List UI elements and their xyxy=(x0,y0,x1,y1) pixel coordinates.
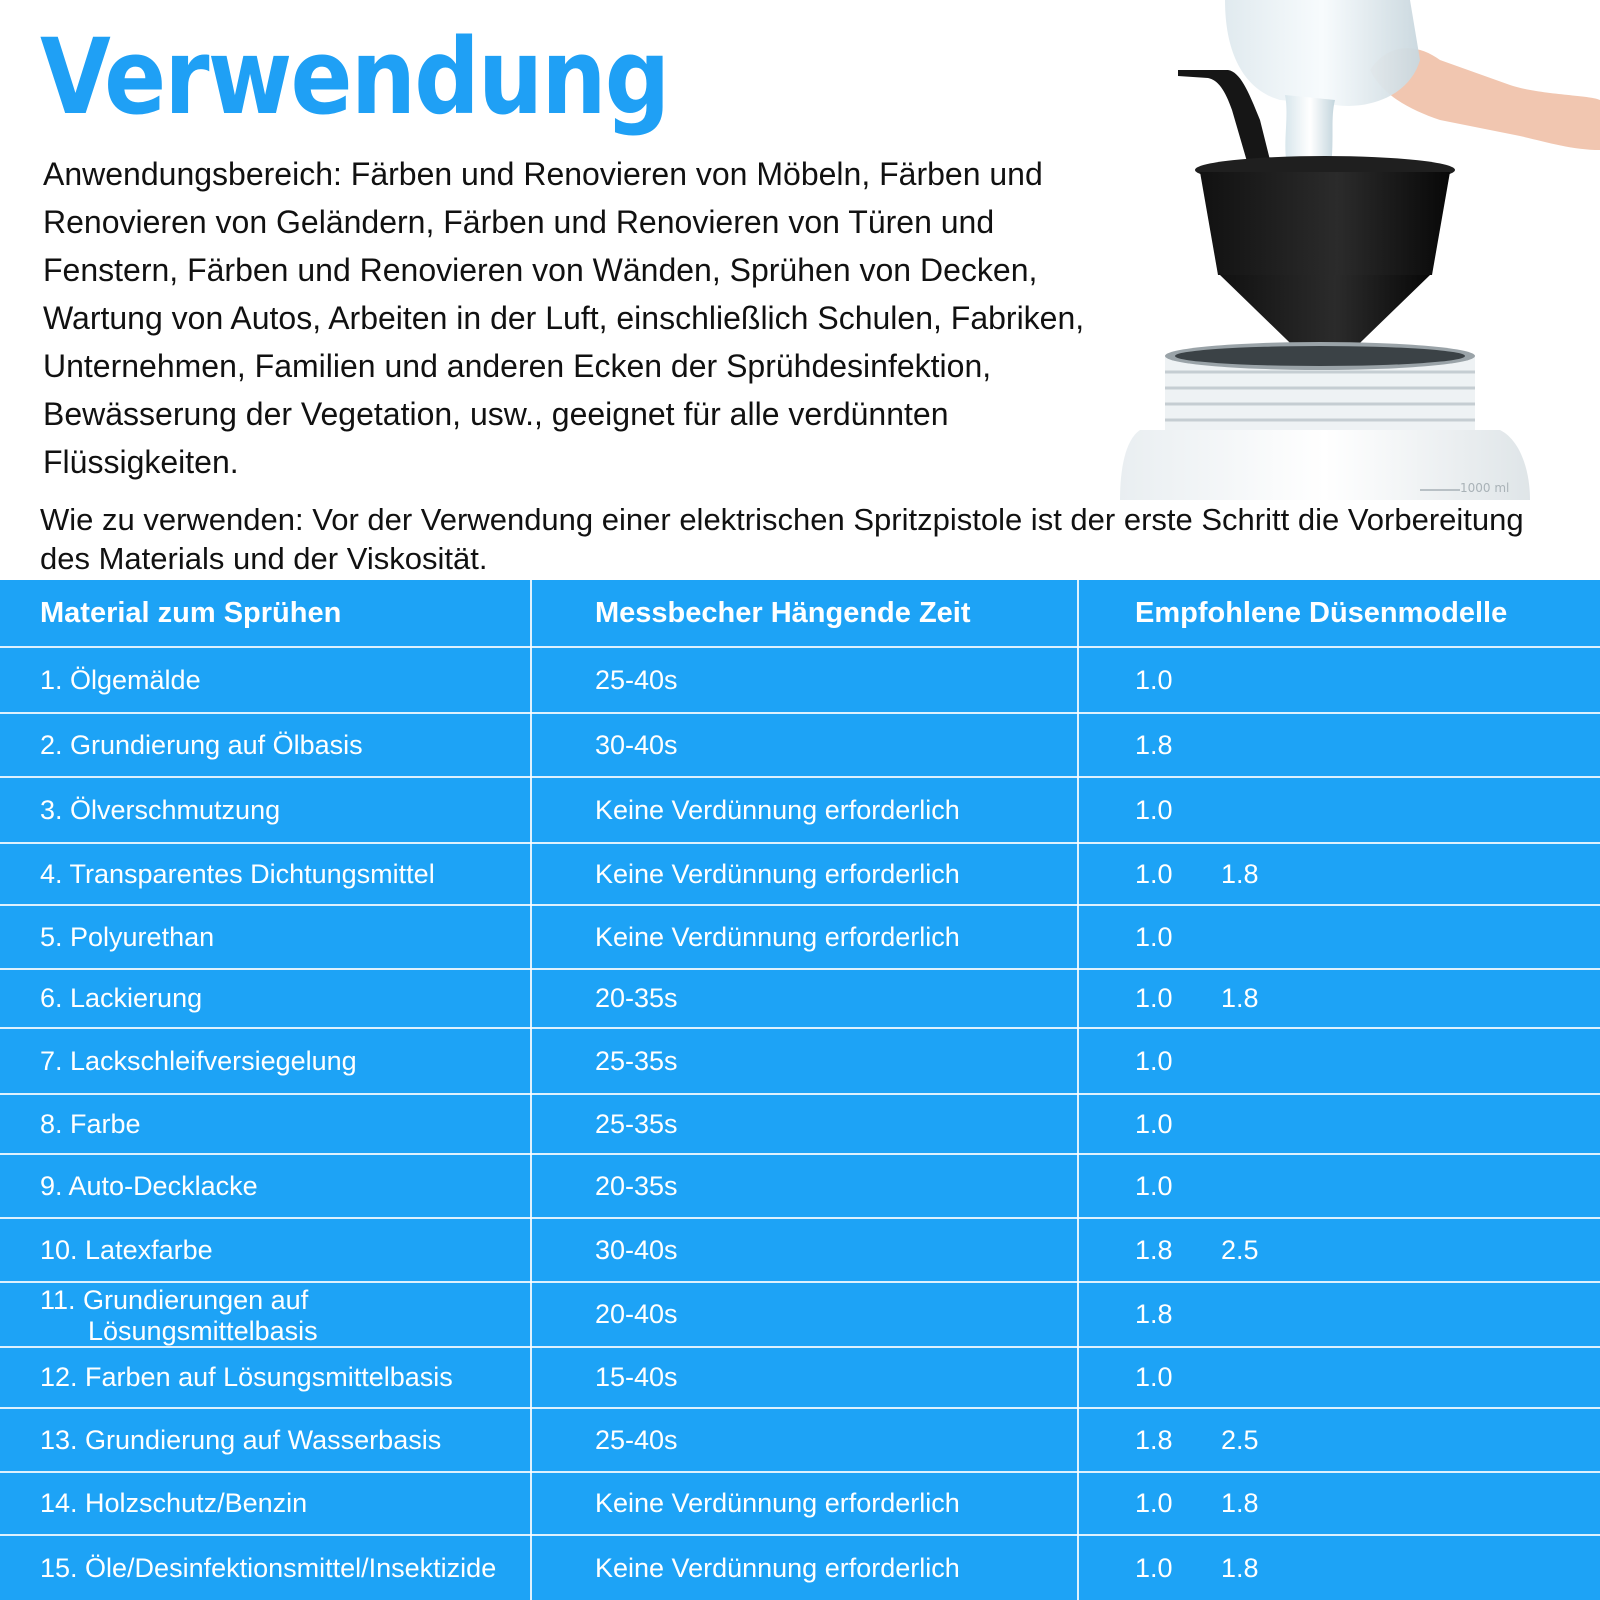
nozzle-cell xyxy=(1078,778,1600,842)
table-row xyxy=(0,1155,1600,1219)
table-row xyxy=(0,970,1600,1029)
nozzle-value: 1.0 xyxy=(1135,921,1173,952)
table-row xyxy=(0,1095,1600,1155)
nozzle-cell xyxy=(1078,1029,1600,1093)
time-cell: Keine Verdünnung erforderlich xyxy=(595,921,960,952)
time-cell: Keine Verdünnung erforderlich xyxy=(595,794,960,825)
material-cell: 3. Ölverschmutzung xyxy=(40,794,281,825)
nozzle-cell xyxy=(1078,1348,1600,1407)
nozzle-value: 1.0 xyxy=(1135,794,1173,825)
howto-paragraph: Wie zu verwenden: Vor der Verwendung einer elektrischen Spritzpistole ist der erste Schritt die Vorbereitung des Materials und der Viskosität. xyxy=(40,502,1524,576)
material-cell: 4. Transparentes Dichtungsmittel xyxy=(40,858,435,889)
recommendation-table xyxy=(0,580,1600,1600)
material-cell: 1. Ölgemälde xyxy=(40,664,201,695)
material-cell xyxy=(0,1283,531,1346)
table-row xyxy=(0,906,1600,970)
nozzle-value: 2.5 xyxy=(1221,1424,1259,1455)
page-title: Verwendung xyxy=(40,16,669,138)
nozzle-value: 1.0 xyxy=(1135,858,1173,889)
material-cell: 2. Grundierung auf Ölbasis xyxy=(40,729,363,760)
material-cell: 7. Lackschleifversiegelung xyxy=(40,1045,357,1076)
time-cell: Keine Verdünnung erforderlich xyxy=(595,858,960,889)
nozzle-value: 1.8 xyxy=(1221,983,1259,1013)
nozzle-value: 1.8 xyxy=(1135,1299,1173,1329)
table-row xyxy=(0,1473,1600,1536)
nozzle-value: 1.0 xyxy=(1135,664,1173,695)
nozzle-value: 1.0 xyxy=(1135,1170,1173,1201)
nozzle-cell xyxy=(1078,1283,1600,1346)
nozzle-value: 1.0 xyxy=(1135,1108,1173,1139)
nozzle-value: 1.8 xyxy=(1135,1424,1173,1455)
time-cell: 20-40s xyxy=(595,1299,678,1329)
nozzle-cell xyxy=(1078,906,1600,968)
time-cell: 15-40s xyxy=(595,1362,678,1392)
time-cell: 30-40s xyxy=(595,729,678,760)
table-row xyxy=(0,1536,1600,1600)
material-cell: 14. Holzschutz/Benzin xyxy=(40,1488,308,1518)
beaker-marking: 1000 ml xyxy=(1460,481,1510,495)
nozzle-cell xyxy=(1078,970,1600,1027)
material-line: Lösungsmittelbasis xyxy=(88,1315,318,1346)
nozzle-cell xyxy=(1078,714,1600,776)
table-row xyxy=(0,1029,1600,1095)
nozzle-value: 1.8 xyxy=(1135,1234,1173,1265)
nozzle-cell xyxy=(1078,1095,1600,1153)
time-cell: 25-35s xyxy=(595,1045,678,1076)
nozzle-cell xyxy=(1078,1473,1600,1534)
material-cell: 6. Lackierung xyxy=(40,983,203,1013)
table-row xyxy=(0,1219,1600,1283)
table-row xyxy=(0,1409,1600,1473)
nozzle-cell xyxy=(1078,648,1600,712)
table-row xyxy=(0,844,1600,906)
header-time: Messbecher Hängende Zeit xyxy=(595,596,971,629)
table-row xyxy=(0,778,1600,844)
nozzle-value: 2.5 xyxy=(1221,1234,1259,1265)
nozzle-cell xyxy=(1078,844,1600,904)
time-cell: 25-35s xyxy=(595,1108,678,1139)
nozzle-cell xyxy=(1078,1536,1600,1600)
material-cell: 13. Grundierung auf Wasserbasis xyxy=(40,1424,442,1455)
nozzle-cell xyxy=(1078,1155,1600,1217)
material-cell: 5. Polyurethan xyxy=(40,921,215,952)
time-cell: 30-40s xyxy=(595,1234,678,1265)
time-cell: Keine Verdünnung erforderlich xyxy=(595,1552,960,1583)
nozzle-cell xyxy=(1078,1219,1600,1281)
table-row xyxy=(0,1283,1600,1348)
nozzle-value: 1.0 xyxy=(1135,1488,1173,1518)
time-cell: 25-40s xyxy=(595,1424,678,1455)
table-header-row xyxy=(0,580,1600,648)
material-cell: 9. Auto-Decklacke xyxy=(40,1170,258,1201)
nozzle-value: 1.8 xyxy=(1221,1552,1259,1583)
nozzle-value: 1.8 xyxy=(1221,1488,1259,1518)
nozzle-value: 1.0 xyxy=(1135,983,1173,1013)
nozzle-cell xyxy=(1078,1409,1600,1471)
header-nozzles: Empfohlene Düsenmodelle xyxy=(1135,596,1508,629)
material-cell: 15. Öle/Desinfektionsmittel/Insektizide xyxy=(40,1552,497,1583)
table-row xyxy=(0,648,1600,714)
time-cell: 20-35s xyxy=(595,983,678,1013)
nozzle-value: 1.0 xyxy=(1135,1045,1173,1076)
table-row xyxy=(0,714,1600,778)
nozzle-value: 1.8 xyxy=(1135,729,1173,760)
material-cell: 12. Farben auf Lösungsmittelbasis xyxy=(40,1362,453,1392)
table-row xyxy=(0,1348,1600,1409)
time-cell: Keine Verdünnung erforderlich xyxy=(595,1488,960,1518)
funnel-beaker-image xyxy=(1120,0,1600,500)
material-line: 11. Grundierungen auf xyxy=(40,1284,309,1315)
material-cell: 8. Farbe xyxy=(40,1108,141,1139)
nozzle-value: 1.0 xyxy=(1135,1362,1173,1392)
nozzle-value: 1.8 xyxy=(1221,858,1259,889)
header-material: Material zum Sprühen xyxy=(40,596,342,629)
time-cell: 20-35s xyxy=(595,1170,678,1201)
material-cell: 10. Latexfarbe xyxy=(40,1234,213,1265)
time-cell: 25-40s xyxy=(595,664,678,695)
scope-paragraph: Anwendungsbereich: Färben und Renovieren von Möbeln, Färben und Renovieren von Geländern, Färben und Renovieren von Türen und Fenstern, Färben und Renovieren von Wänden, Sprühen von Decken, Wartung von Autos, Arbeiten in der Luft, einschließlich Schulen, Fabriken, Unternehmen, Familien und anderen Ecken der Sprühdesinfektion, Bewässerung der Vegetation, usw., geeignet für alle verdünnten Flüssigkeiten. xyxy=(43,156,1085,480)
nozzle-value: 1.0 xyxy=(1135,1552,1173,1583)
